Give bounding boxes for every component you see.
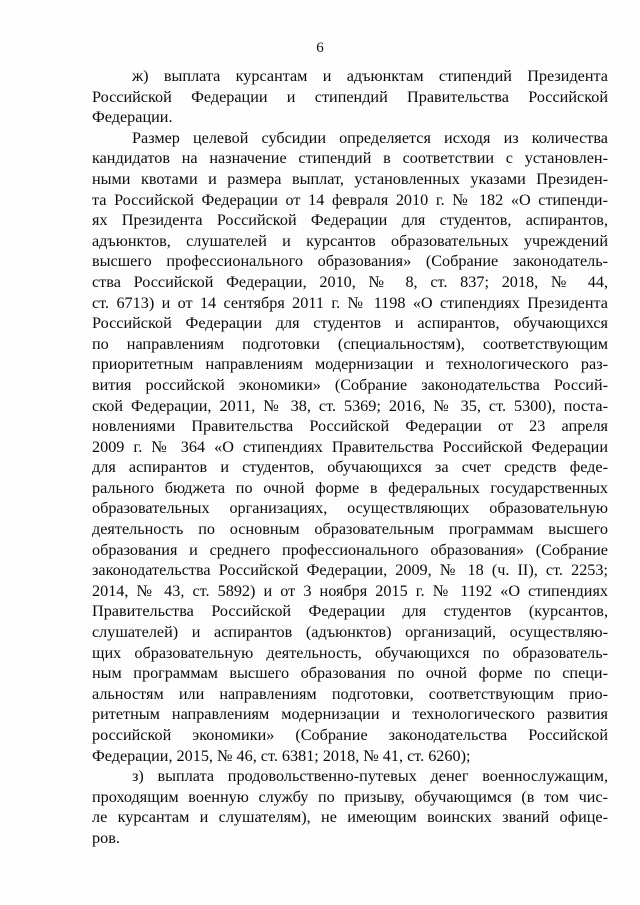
text-line: ской Федерации, 2011, № 38, ст. 5369; 2016, № 35, ст. 5300), поста- xyxy=(92,396,608,415)
text-line: та Российской Федерации от 14 февраля 2010 г. № 182 «О стипенди- xyxy=(92,190,608,209)
text-line: ным программам высшего образования по очной форме по специ- xyxy=(92,664,608,683)
text-line: проходящим военную службу по призыву, обучающимся (в том чис- xyxy=(92,787,608,806)
text-line: адъюнктов, слушателей и курсантов образовательных учреждений xyxy=(92,231,608,250)
text-line: ст. 6713) и от 14 сентября 2011 г. № 1198 «О стипендиях Президента xyxy=(92,293,608,312)
paragraph xyxy=(92,766,608,848)
text-line: деятельность по основным образовательным программам высшего xyxy=(92,520,608,539)
text-line: ж) выплата курсантам и адъюнктам стипендий Президента xyxy=(132,67,608,85)
text-line: новлениями Правительства Российской Федерации от 23 апреля xyxy=(92,417,608,436)
text-line: по направлениям подготовки (специальностям), соответствующим xyxy=(92,334,608,353)
text-line: Федерации, 2015, № 46, ст. 6381; 2018, № 41, ст. 6260); xyxy=(92,746,471,765)
text-line: высшего профессионального образования» (Собрание законодатель- xyxy=(92,252,608,271)
text-line: ства Российской Федерации, 2010, № 8, ст. 837; 2018, № 44, xyxy=(92,272,608,291)
text-line: Российской Федерации для студентов и аспирантов, обучающихся xyxy=(92,314,608,333)
paragraph xyxy=(92,128,608,766)
text-line: Федерации. xyxy=(92,108,173,127)
text-line: кандидатов на назначение стипендий в соответствии с установлен- xyxy=(92,149,608,168)
text-line: 2014, № 43, ст. 5892) и от 3 ноября 2015 г. № 1192 «О стипендиях xyxy=(92,581,608,600)
text-line: ях Президента Российской Федерации для студентов, аспирантов, xyxy=(92,211,608,230)
text-line: приоритетным направлениям модернизации и технологического раз- xyxy=(92,355,608,374)
text-line: 2009 г. № 364 «О стипендиях Правительства Российской Федерации xyxy=(92,437,608,456)
text-line: образования и среднего профессионального образования» (Собрание xyxy=(92,540,608,559)
document-body xyxy=(92,66,608,849)
text-line: законодательства Российской Федерации, 2009, № 18 (ч. II), ст. 2253; xyxy=(92,561,608,580)
text-line: ров. xyxy=(92,828,120,847)
text-line: з) выплата продовольственно-путевых денег военнослужащим, xyxy=(132,767,608,786)
text-line: ле курсантам и слушателям), не имеющим воинских званий офице- xyxy=(92,808,608,827)
text-line: рального бюджета по очной форме в федеральных государственных xyxy=(92,478,608,497)
text-line: Правительства Российской Федерации для студентов (курсантов, xyxy=(92,602,608,621)
text-line: российской экономики» (Собрание законодательства Российской xyxy=(92,726,608,744)
text-line: образовательных организациях, осуществляющих образовательную xyxy=(92,499,608,518)
text-line: ритетным направлениям модернизации и технологического развития xyxy=(92,705,608,724)
text-line: ными квотами и размера выплат, установленных указами Президен- xyxy=(92,169,608,188)
text-line: щих образовательную деятельность, обучающихся по образователь- xyxy=(92,643,608,662)
text-line: альностям или направлениям подготовки, соответствующим прио- xyxy=(92,684,608,703)
paragraph xyxy=(92,66,608,128)
page-number: 6 xyxy=(316,40,324,56)
text-line: слушателей) и аспирантов (адъюнктов) организаций, осуществляю- xyxy=(92,623,608,642)
text-line: Размер целевой субсидии определяется исходя из количества xyxy=(132,128,608,147)
text-line: для аспирантов и студентов, обучающихся за счет средств феде- xyxy=(92,458,608,477)
text-line: Российской Федерации и стипендий Правительства Российской xyxy=(92,87,608,106)
text-line: вития российской экономики» (Собрание законодательства Россий- xyxy=(92,375,608,394)
